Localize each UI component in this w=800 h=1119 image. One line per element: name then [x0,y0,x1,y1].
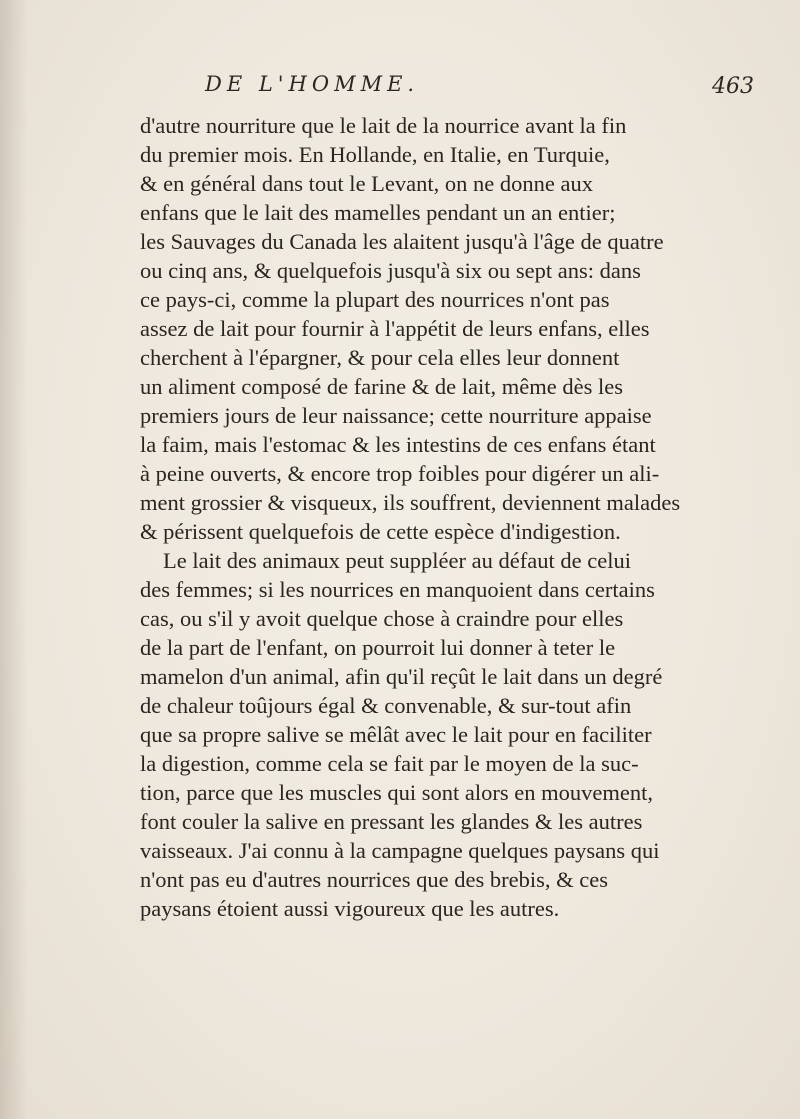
text-line: assez de lait pour fournir à l'appétit de leurs enfans, elles [140,316,650,341]
text-line: de la part de l'enfant, on pourroit lui donner à teter le [140,635,616,660]
text-line: cherchent à l'épargner, & pour cela elles leur donnent [140,345,620,370]
text-line: de chaleur toûjours égal & convenable, & sur-tout afin [140,693,632,718]
text-line: la digestion, comme cela se fait par le moyen de la suc- [140,751,639,776]
gutter-shadow [0,0,28,1119]
text-line: les Sauvages du Canada les alaitent jusqu'à l'âge de quatre [140,229,664,254]
running-title: DE L'HOMME. [205,72,420,96]
text-line: & périssent quelquefois de cette espèce d'indigestion. [140,519,621,544]
text-line: des femmes; si les nourrices en manquoient dans certains [140,577,655,602]
text-line: que sa propre salive se mêlât avec le lait pour en faciliter [140,722,652,747]
page-number: 463 [712,74,754,99]
text-line: ou cinq ans, & quelquefois jusqu'à six ou sept ans: dans [140,258,641,283]
text-line: d'autre nourriture que le lait de la nourrice avant la fin [140,113,627,138]
text-line: cas, ou s'il y avoit quelque chose à craindre pour elles [140,606,624,631]
text-line: ce pays-ci, comme la plupart des nourrices n'ont pas [140,287,610,312]
text-line: du premier mois. En Hollande, en Italie, en Turquie, [140,142,610,167]
text-line: n'ont pas eu d'autres nourrices que des brebis, & ces [140,867,608,892]
text-line: & en général dans tout le Levant, on ne donne aux [140,171,593,196]
text-line: un aliment composé de farine & de lait, même dès les [140,374,623,399]
text-line: mamelon d'un animal, afin qu'il reçût le lait dans un degré [140,664,663,689]
text-line: paysans étoient aussi vigoureux que les autres. [140,896,560,921]
text-line: enfans que le lait des mamelles pendant un an entier; [140,200,616,225]
text-line: à peine ouverts, & encore trop foibles pour digérer un ali- [140,461,660,486]
text-line: premiers jours de leur naissance; cette nourriture appaise [140,403,652,428]
running-head [0,72,800,112]
text-line: Le lait des animaux peut suppléer au défaut de celui [163,548,631,573]
text-line: ment grossier & visqueux, ils souffrent, deviennent malades [140,490,681,515]
text-line: font couler la salive en pressant les glandes & les autres [140,809,643,834]
text-line: vaisseaux. J'ai connu à la campagne quelques paysans qui [140,838,660,863]
text-line: tion, parce que les muscles qui sont alors en mouvement, [140,780,654,805]
text-line: la faim, mais l'estomac & les intestins de ces enfans étant [140,432,656,457]
